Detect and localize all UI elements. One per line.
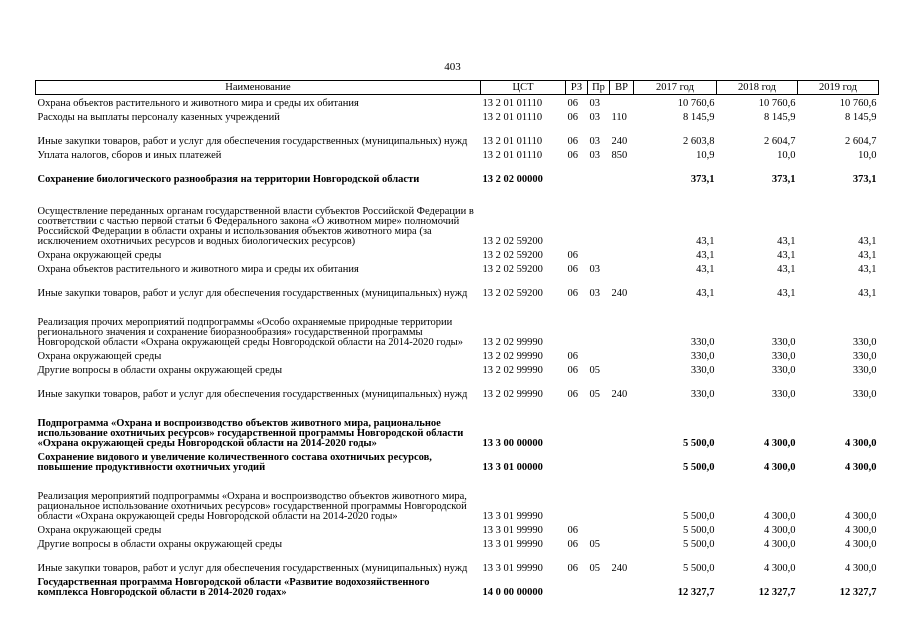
row-value-2017: 43,1: [696, 287, 715, 299]
row-value-2018: 10,0: [777, 149, 796, 161]
row-pr: 05: [589, 388, 600, 400]
table-row: [36, 362, 879, 376]
row-value-2019: 43,1: [858, 287, 877, 299]
row-value-2018: 43,1: [777, 263, 796, 275]
row-name: Иные закупки товаров, работ и услуг для обеспечения государственных (муниципальных) нужд: [37, 287, 468, 299]
row-value-2017: 330,0: [690, 364, 715, 376]
row-pr: [588, 185, 610, 247]
table-row: [36, 449, 879, 473]
row-value-2017: 43,1: [696, 249, 715, 261]
row-vr: [610, 299, 634, 348]
table-body: [36, 95, 879, 598]
header-2018: 2018 год: [717, 81, 798, 95]
row-pr: [588, 161, 610, 185]
header-name: Наименование: [36, 81, 481, 95]
row-cst: 14 0 00 00000: [482, 586, 543, 598]
table-row: [36, 550, 879, 574]
row-name: Иные закупки товаров, работ и услуг для обеспечения государственных (муниципальных) нужд: [37, 562, 468, 574]
row-vr: 240: [611, 388, 628, 400]
row-value-2018: 8 145,9: [764, 111, 796, 123]
row-pr: 03: [589, 111, 600, 123]
row-pr: [588, 400, 610, 449]
table-row: [36, 109, 879, 123]
row-rz: 06: [567, 111, 578, 123]
row-name: Реализация мероприятий подпрограммы «Охрана и воспроизводство объектов животного мира, рациональное использование охотничьих ресурсов» государственной программы Новгородской области «Охрана окружающей среды Новгородской области на 2014-2020 годы»: [37, 490, 467, 522]
row-value-2019: 4 300,0: [845, 461, 877, 473]
row-value-2018: 43,1: [777, 235, 796, 247]
row-vr: [610, 95, 634, 109]
row-pr: [588, 522, 610, 536]
table-row: [36, 185, 879, 247]
row-vr: [610, 161, 634, 185]
row-value-2019: 4 300,0: [845, 510, 877, 522]
row-value-2017: 5 500,0: [683, 437, 715, 449]
row-value-2018: 2 604,7: [764, 135, 796, 147]
row-name: Охрана окружающей среды: [37, 350, 162, 362]
row-value-2017: 5 500,0: [683, 538, 715, 550]
row-value-2017: 5 500,0: [683, 524, 715, 536]
row-rz: [566, 574, 588, 598]
row-value-2017: 330,0: [690, 350, 715, 362]
table-row: [36, 95, 879, 109]
row-value-2017: 330,0: [690, 336, 715, 348]
row-rz: [566, 161, 588, 185]
row-vr: [610, 362, 634, 376]
row-rz: 06: [567, 249, 578, 261]
row-rz: 06: [567, 562, 578, 574]
row-value-2018: 4 300,0: [764, 524, 796, 536]
row-name: Иные закупки товаров, работ и услуг для обеспечения государственных (муниципальных) нужд: [37, 388, 468, 400]
row-cst: 13 2 02 59200: [482, 235, 543, 247]
row-vr: [610, 348, 634, 362]
row-value-2018: 330,0: [771, 388, 796, 400]
row-rz: [566, 473, 588, 522]
row-value-2018: 373,1: [771, 173, 796, 185]
row-name: Сохранение биологического разнообразия на территории Новгородской области: [37, 173, 420, 185]
row-rz: 06: [567, 287, 578, 299]
table-row: [36, 348, 879, 362]
table-row: [36, 299, 879, 348]
row-name: Расходы на выплаты персоналу казенных учреждений: [37, 111, 280, 123]
row-value-2019: 8 145,9: [845, 111, 877, 123]
table-row: [36, 161, 879, 185]
row-pr: [588, 473, 610, 522]
row-value-2018: 12 327,7: [758, 586, 796, 598]
row-vr: 110: [611, 111, 627, 123]
budget-table: [35, 80, 879, 598]
table-row: [36, 261, 879, 275]
row-value-2019: 4 300,0: [845, 538, 877, 550]
table-row: [36, 376, 879, 400]
row-cst: 13 3 01 99990: [482, 538, 543, 550]
row-value-2018: 330,0: [771, 364, 796, 376]
table-row: [36, 400, 879, 449]
row-value-2019: 330,0: [852, 364, 877, 376]
row-rz: 06: [567, 350, 578, 362]
row-vr: [610, 400, 634, 449]
row-name: Иные закупки товаров, работ и услуг для обеспечения государственных (муниципальных) нужд: [37, 135, 468, 147]
row-name: Реализация прочих мероприятий подпрограммы «Особо охраняемые природные территории регионального значения и сохранение биоразнообразия» государственной программы Новгородской области «Охрана окружающей среды Новгородской области на 2014-2020 годы»: [37, 316, 463, 348]
row-cst: 13 3 01 99990: [482, 510, 543, 522]
row-rz: 06: [567, 135, 578, 147]
row-rz: 06: [567, 524, 578, 536]
row-cst: 13 2 02 59200: [482, 287, 543, 299]
row-vr: 850: [611, 149, 628, 161]
row-cst: 13 3 01 99990: [482, 562, 543, 574]
page-number: 403: [444, 61, 461, 73]
row-pr: 05: [589, 562, 600, 574]
row-value-2017: 8 145,9: [683, 111, 715, 123]
row-value-2019: 43,1: [858, 249, 877, 261]
header-cst: ЦСТ: [481, 81, 566, 95]
row-cst: 13 2 02 99990: [482, 364, 543, 376]
row-cst: 13 2 01 01110: [482, 111, 543, 123]
header-2017: 2017 год: [634, 81, 717, 95]
row-pr: 03: [589, 287, 600, 299]
table-header-row: [36, 81, 879, 95]
row-value-2018: 4 300,0: [764, 538, 796, 550]
row-vr: [610, 261, 634, 275]
row-value-2019: 4 300,0: [845, 562, 877, 574]
table-row: [36, 247, 879, 261]
row-cst: 13 2 02 00000: [482, 173, 543, 185]
row-cst: 13 2 02 59200: [482, 249, 543, 261]
row-value-2017: 43,1: [696, 235, 715, 247]
row-value-2019: 4 300,0: [845, 524, 877, 536]
row-vr: 240: [611, 135, 628, 147]
row-name: Охрана окружающей среды: [37, 249, 162, 261]
table-row: [36, 275, 879, 299]
row-vr: [610, 574, 634, 598]
row-name: Охрана объектов растительного и животного мира и среды их обитания: [37, 97, 359, 109]
row-name: Государственная программа Новгородской области «Развитие водохозяйственного комплекса Новгородской области в 2014-2020 годах»: [37, 576, 430, 598]
row-vr: 240: [611, 287, 628, 299]
table-row: [36, 536, 879, 550]
row-pr: [588, 299, 610, 348]
row-cst: 13 2 01 01110: [482, 149, 543, 161]
row-rz: [566, 449, 588, 473]
row-value-2017: 2 603,8: [683, 135, 715, 147]
header-vr: ВР: [610, 81, 634, 95]
header-pr: Пр: [588, 81, 610, 95]
row-value-2017: 10 760,6: [677, 97, 715, 109]
row-rz: 06: [567, 149, 578, 161]
row-cst: 13 2 01 01110: [482, 97, 543, 109]
row-rz: [566, 299, 588, 348]
row-value-2019: 330,0: [852, 350, 877, 362]
row-value-2017: 5 500,0: [683, 461, 715, 473]
row-pr: 05: [589, 538, 600, 550]
row-pr: [588, 574, 610, 598]
row-pr: [588, 449, 610, 473]
row-value-2017: 5 500,0: [683, 510, 715, 522]
row-value-2018: 43,1: [777, 287, 796, 299]
row-cst: 13 3 01 99990: [482, 524, 543, 536]
row-name: Другие вопросы в области охраны окружающей среды: [37, 538, 282, 550]
row-rz: [566, 185, 588, 247]
row-value-2017: 330,0: [690, 388, 715, 400]
row-cst: 13 2 02 99990: [482, 336, 543, 348]
row-vr: [610, 522, 634, 536]
row-cst: 13 3 00 00000: [482, 437, 543, 449]
row-cst: 13 2 02 99990: [482, 388, 543, 400]
row-value-2018: 330,0: [771, 336, 796, 348]
table-row: [36, 522, 879, 536]
row-pr: 03: [589, 135, 600, 147]
row-value-2017: 10,9: [696, 149, 715, 161]
row-rz: [566, 400, 588, 449]
table-row: [36, 574, 879, 598]
row-rz: 06: [567, 538, 578, 550]
row-value-2019: 373,1: [852, 173, 877, 185]
row-value-2017: 43,1: [696, 263, 715, 275]
row-value-2019: 12 327,7: [839, 586, 877, 598]
row-value-2019: 330,0: [852, 388, 877, 400]
row-cst: 13 2 02 99990: [482, 350, 543, 362]
row-value-2018: 43,1: [777, 249, 796, 261]
table-row: [36, 147, 879, 161]
row-value-2018: 330,0: [771, 350, 796, 362]
row-value-2017: 373,1: [690, 173, 715, 185]
row-cst: 13 2 01 01110: [482, 135, 543, 147]
row-vr: 240: [611, 562, 628, 574]
row-name: Охрана объектов растительного и животного мира и среды их обитания: [37, 263, 359, 275]
row-pr: 03: [589, 263, 600, 275]
row-cst: 13 2 02 59200: [482, 263, 543, 275]
row-value-2019: 10 760,6: [839, 97, 877, 109]
row-value-2019: 43,1: [858, 263, 877, 275]
row-name: Осуществление переданных органам государственной власти субъектов Российской Федерации в соответствии с частью первой статьи 6 Федерального закона «О животном мире» полномочий Российской Федерации в области охраны и использования объектов животного мира (за исключением охотничьих ресурсов и водных биологических ресурсов): [37, 205, 474, 247]
row-vr: [610, 473, 634, 522]
row-cst: 13 3 01 00000: [482, 461, 543, 473]
row-value-2017: 5 500,0: [683, 562, 715, 574]
table-row: [36, 123, 879, 147]
row-value-2018: 4 300,0: [764, 510, 796, 522]
row-name: Уплата налогов, сборов и иных платежей: [37, 149, 222, 161]
table-row: [36, 473, 879, 522]
row-vr: [610, 449, 634, 473]
row-pr: [588, 348, 610, 362]
row-pr: 03: [589, 97, 600, 109]
row-pr: 05: [589, 364, 600, 376]
row-vr: [610, 185, 634, 247]
row-rz: 06: [567, 263, 578, 275]
row-pr: [588, 247, 610, 261]
row-name: Сохранение видового и увеличение количественного состава охотничьих ресурсов, повышение продуктивности охотничьих угодий: [37, 451, 432, 473]
row-pr: 03: [589, 149, 600, 161]
row-name: Подпрограмма «Охрана и воспроизводство объектов животного мира, рациональное использование охотничьих ресурсов» государственной программы Новгородской области «Охрана окружающей среды Новгородской области на 2014-2020 годы»: [37, 417, 464, 449]
row-value-2019: 330,0: [852, 336, 877, 348]
row-value-2018: 10 760,6: [758, 97, 796, 109]
row-value-2019: 4 300,0: [845, 437, 877, 449]
row-vr: [610, 536, 634, 550]
row-rz: 06: [567, 364, 578, 376]
row-value-2019: 10,0: [858, 149, 877, 161]
row-name: Охрана окружающей среды: [37, 524, 162, 536]
header-2019: 2019 год: [798, 81, 879, 95]
row-value-2018: 4 300,0: [764, 461, 796, 473]
row-value-2018: 4 300,0: [764, 562, 796, 574]
row-rz: 06: [567, 388, 578, 400]
row-rz: 06: [567, 97, 578, 109]
row-value-2019: 2 604,7: [845, 135, 877, 147]
header-rz: РЗ: [566, 81, 588, 95]
row-name: Другие вопросы в области охраны окружающей среды: [37, 364, 282, 376]
row-value-2018: 4 300,0: [764, 437, 796, 449]
row-vr: [610, 247, 634, 261]
row-value-2017: 12 327,7: [677, 586, 715, 598]
row-value-2019: 43,1: [858, 235, 877, 247]
